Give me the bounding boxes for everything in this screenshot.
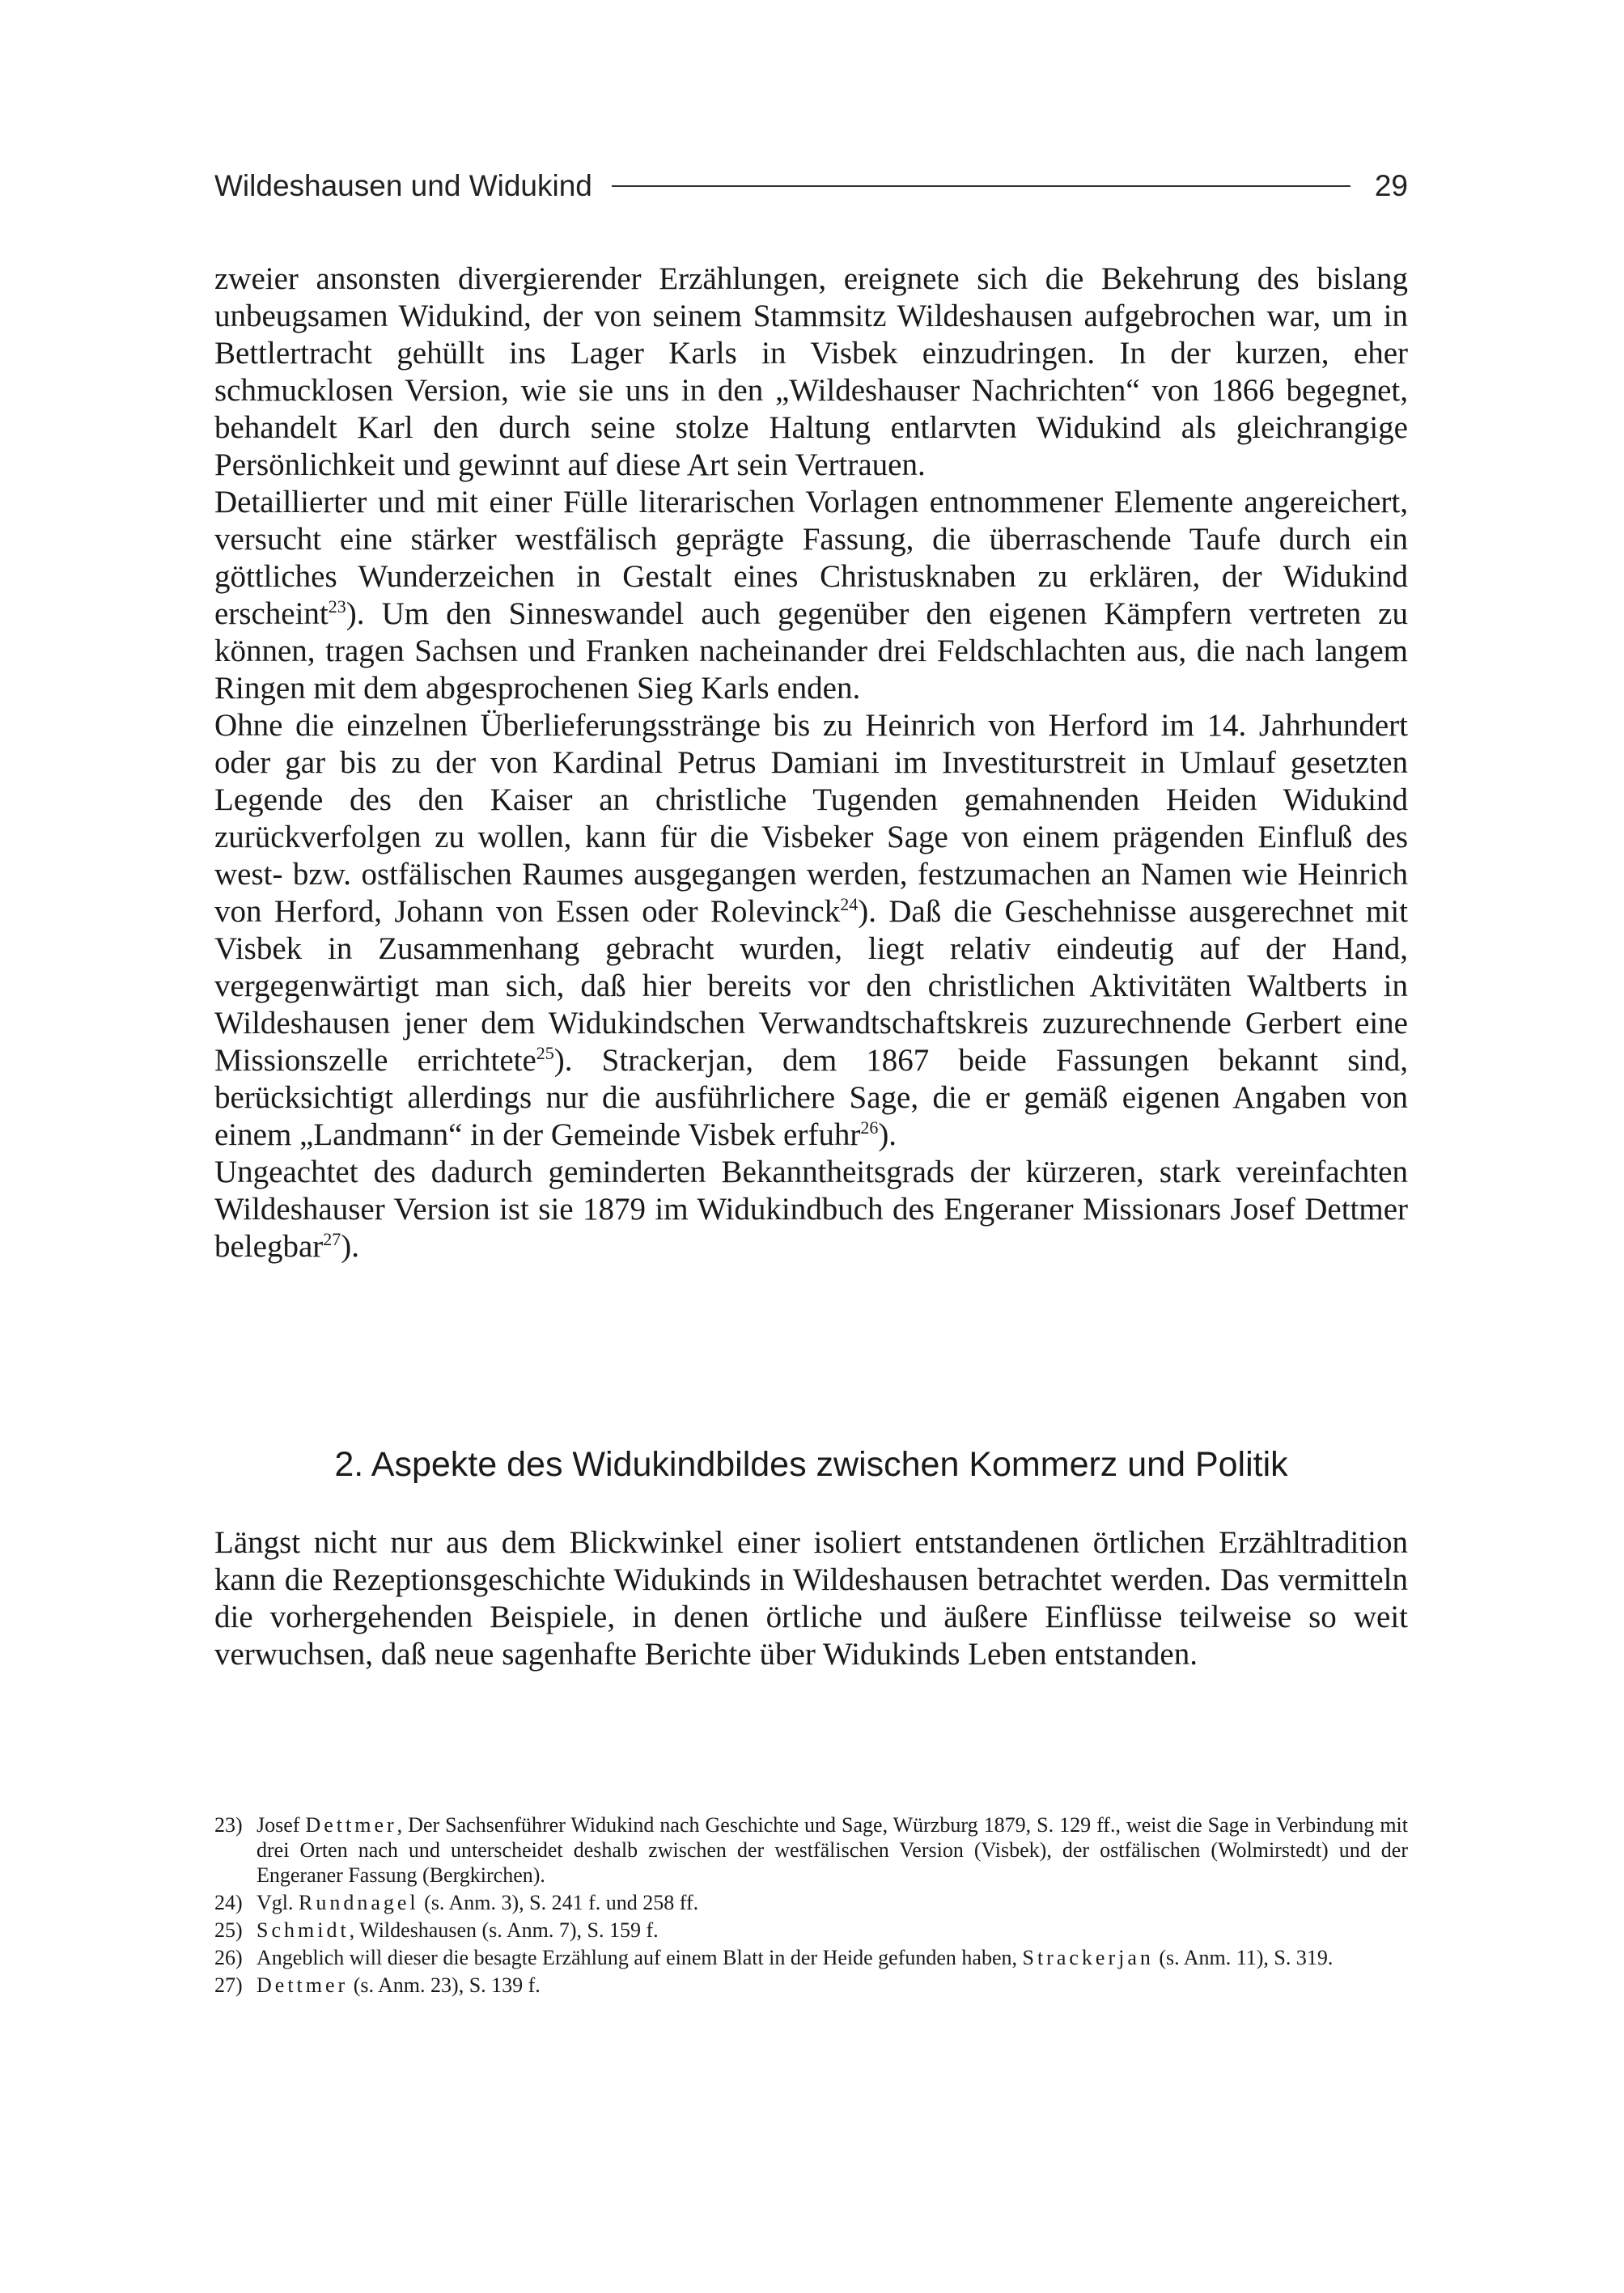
footnote-author: Schmidt bbox=[257, 1918, 350, 1942]
body-text bbox=[214, 261, 1408, 1265]
section-heading: 2. Aspekte des Widukindbildes zwischen Kommerz und Politik bbox=[334, 1445, 1288, 1484]
footnote-author: Dettmer bbox=[305, 1813, 397, 1837]
header-rule bbox=[612, 185, 1351, 187]
paragraph-4: Ungeachtet des dadurch geminderten Bekanntheitsgrads der kürzeren, stark vereinfachten Wildeshauser Version ist sie 1879 im Widukindbuch des Engeraner Missionars Josef Dettmer belegbar$^{27}$). bbox=[214, 1155, 1408, 1264]
section-text bbox=[214, 1524, 1408, 1673]
footnote-number: 27) bbox=[214, 1973, 243, 1997]
footnote-27 bbox=[214, 1973, 1408, 1998]
footnote-ref-26: 26 bbox=[860, 1117, 879, 1138]
footnote-ref-24: 24 bbox=[840, 894, 859, 914]
paragraph-2: Detaillierter und mit einer Fülle literarischen Vorlagen entnommener Elemente angereichert, versucht eine stärker westfälisch geprägte Fassung, die überraschende Taufe durch ein göttliches Wunderzeichen in Gestalt eines Christusknaben zu erklären, der Widukind erscheint$^{23}$). Um den Sinneswandel auch gegenüber den eigenen Kämpfern vertreten zu können, tragen Sachsen und Franken nacheinander drei Feldschlachten aus, die nach langem Ringen mit dem abgesprochenen Sieg Karls enden. bbox=[214, 485, 1408, 706]
footnote-text: Vgl. Rundnagel (s. Anm. 3), S. 241 f. und 258 ff. bbox=[257, 1891, 699, 1914]
footnote-author: Strackerjan bbox=[1022, 1946, 1154, 1969]
footnote-26 bbox=[214, 1945, 1408, 1970]
running-title: Wildeshausen und Widukind bbox=[214, 169, 592, 202]
footnote-number: 25) bbox=[214, 1918, 243, 1942]
footnote-ref-27: 27 bbox=[323, 1229, 341, 1249]
footnote-author: Rundnagel bbox=[299, 1891, 419, 1914]
footnote-number: 26) bbox=[214, 1946, 243, 1969]
footnote-ref-25: 25 bbox=[536, 1043, 554, 1063]
footnote-text: Schmidt, Wildeshausen (s. Anm. 7), S. 159 f. bbox=[257, 1918, 659, 1942]
page-number: 29 bbox=[1374, 169, 1408, 202]
footnote-ref-23: 23 bbox=[328, 596, 346, 617]
footnote-25 bbox=[214, 1918, 1408, 1943]
section-paragraph: Längst nicht nur aus dem Blickwinkel einer isoliert entstandenen örtlichen Erzähltradition kann die Rezeptionsgeschichte Widukinds in Wildeshausen betrachtet werden. Das vermitteln die vorhergehenden Beispiele, in denen örtliche und äußere Einflüsse teilweise so weit verwuchsen, daß neue sagenhafte Berichte über Widukinds Leben entstanden. bbox=[214, 1525, 1408, 1672]
running-header bbox=[214, 162, 1408, 210]
footnote-23 bbox=[214, 1812, 1408, 1888]
footnotes bbox=[214, 1812, 1408, 2000]
footnote-number: 24) bbox=[214, 1891, 243, 1914]
footnote-24 bbox=[214, 1890, 1408, 1915]
paragraph-1: zweier ansonsten divergierender Erzählungen, ereignete sich die Bekehrung des bislang unbeugsamen Widukind, der von seinem Stammsitz Wildeshausen aufgebrochen war, um in Bettlertracht gehüllt ins Lager Karls in Visbek einzudringen. In der kurzen, eher schmucklosen Version, wie sie uns in den „Wildeshauser Nachrichten“ von 1866 begegnet, behandelt Karl den durch seine stolze Haltung entlarvten Widukind als gleichrangige Persönlichkeit und gewinnt auf diese Art sein Vertrauen. bbox=[214, 261, 1408, 482]
footnote-author: Dettmer bbox=[257, 1973, 349, 1997]
footnote-text: Angeblich will dieser die besagte Erzählung auf einem Blatt in der Heide gefunden haben, Strackerjan (s. Anm. 11), S. 319. bbox=[257, 1946, 1334, 1969]
footnote-text: Josef Dettmer, Der Sachsenführer Widukind nach Geschichte und Sage, Würzburg 1879, S. 129 ff., weist die Sage in Verbindung mit drei Orten nach und unterscheidet deshalb zwischen der westfälischen Version (Visbek), der ostfälischen (Wolmirstedt) und der Engeraner Fassung (Bergkirchen). bbox=[257, 1813, 1409, 1887]
footnote-text: Dettmer (s. Anm. 23), S. 139 f. bbox=[257, 1973, 541, 1997]
footnote-number: 23) bbox=[214, 1813, 243, 1837]
paragraph-3: Ohne die einzelnen Überlieferungsstränge bis zu Heinrich von Herford im 14. Jahrhundert oder gar bis zu der von Kardinal Petrus Damiani im Investiturstreit in Umlauf gesetzten Legende des den Kaiser an christliche Tugenden gemahnenden Heiden Widukind zurückverfolgen zu wollen, kann für die Visbeker Sage von einem prägenden Einfluß des west- bzw. ostfälischen Raumes ausgegangen werden, festzumachen an Namen wie Heinrich von Herford, Johann von Essen oder Rolevinck$^{24}$). Daß die Geschehnisse ausgerechnet mit Visbek in Zusammenhang gebracht wurden, liegt relativ eindeutig auf der Hand, vergegenwärtigt man sich, daß hier bereits vor den christlichen Aktivitäten Waltberts in Wildeshausen jener dem Widukindschen Verwandtschaftskreis zuzurechnende Gerbert eine Missionszelle errichtete$^{25}$). Strackerjan, dem 1867 beide Fassungen bekannt sind, berücksichtigt allerdings nur die ausführlichere Sage, die er gemäß eigenen Angaben von einem „Landmann“ in der Gemeinde Visbek erfuhr$^{26}$). bbox=[214, 708, 1409, 1152]
